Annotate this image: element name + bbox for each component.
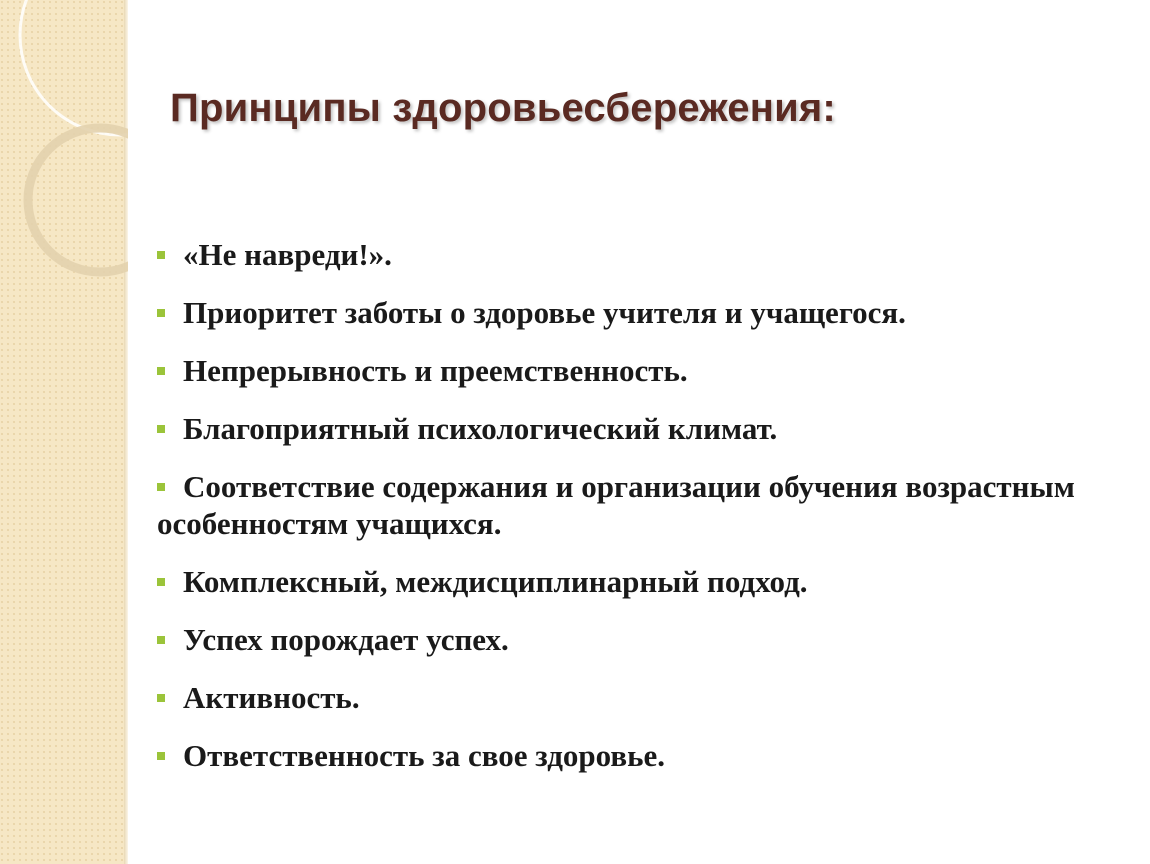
list-item (157, 352, 1087, 389)
list-item-text: Ответственность за свое здоровье. (183, 738, 665, 773)
list-item (157, 737, 1087, 774)
list-item (157, 563, 1087, 600)
square-bullet-icon (157, 694, 165, 702)
list-item-text: Благоприятный психологический климат. (183, 411, 778, 446)
square-bullet-icon (157, 636, 165, 644)
decorative-circles-icon (0, 0, 128, 300)
square-bullet-icon (157, 251, 165, 259)
square-bullet-icon (157, 578, 165, 586)
list-item-text: «Не навреди!». (183, 237, 392, 272)
list-item-text: Приоритет заботы о здоровье учителя и учащегося. (183, 295, 906, 330)
square-bullet-icon (157, 367, 165, 375)
list-item (157, 410, 1087, 447)
list-item-text: Непрерывность и преемственность. (183, 353, 688, 388)
list-item (157, 294, 1087, 331)
list-item-text: Успех порождает успех. (183, 622, 509, 657)
square-bullet-icon (157, 483, 165, 491)
square-bullet-icon (157, 425, 165, 433)
list-item (157, 621, 1087, 658)
list-item (157, 236, 1087, 273)
page-title: Принципы здоровьесбережения: (170, 86, 836, 130)
list-item-text: Соответствие содержания и организации обучения возрастным особенностям учащихся. (157, 469, 1075, 541)
square-bullet-icon (157, 752, 165, 760)
principles-list (157, 236, 1087, 795)
list-item-text: Комплексный, междисциплинарный подход. (183, 564, 808, 599)
list-item (157, 679, 1087, 716)
list-item (157, 468, 1087, 542)
square-bullet-icon (157, 309, 165, 317)
list-item-text: Активность. (183, 680, 360, 715)
